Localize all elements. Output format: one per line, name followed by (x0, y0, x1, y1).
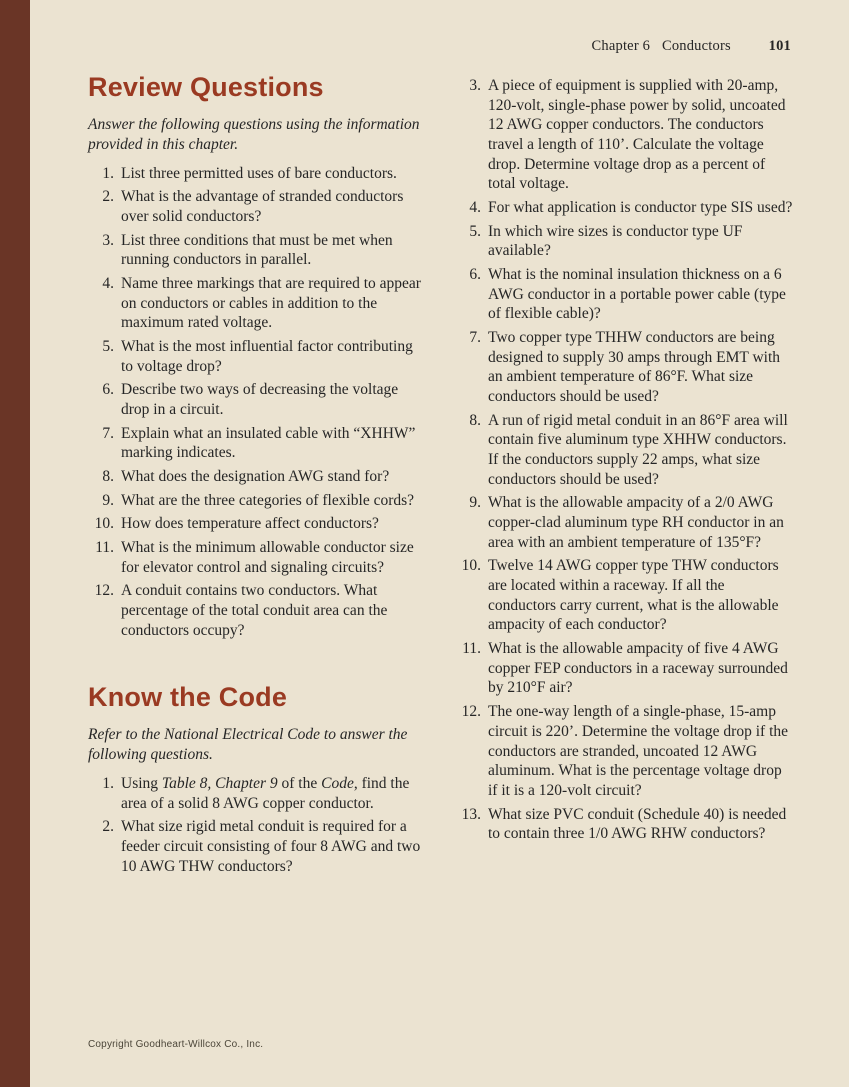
question-text: A piece of equipment is supplied with 20-amp, 120-volt, single-phase power by solid, uncoated 12 AWG copper conductors. The conductors travel a length of 110’. Calculate the voltage drop. Determine voltage drop as a percent of total voltage. (488, 77, 786, 193)
know-the-code-intro: Refer to the National Electrical Code to answer the following questions. (88, 726, 408, 764)
know-the-code-list-part2 (455, 76, 795, 844)
question-text: How does temperature affect conductors? (121, 515, 379, 533)
question-item (455, 639, 795, 698)
question-item (455, 198, 795, 218)
question-number: 12. (94, 582, 114, 600)
question-number: 9. (469, 494, 481, 512)
review-questions-title: Review Questions (88, 72, 324, 102)
question-number: 9. (102, 491, 114, 509)
question-item (455, 328, 795, 407)
question-item (88, 164, 426, 184)
question-item (88, 817, 426, 876)
question-text: What is the nominal insulation thickness on a 6 AWG conductor in a portable power cable (type of flexible cable)? (488, 266, 786, 323)
question-text: Name three markings that are required to appear on conductors or cables in addition to the maximum rated voltage. (121, 275, 421, 332)
question-number: 4. (102, 275, 114, 293)
question-item (88, 187, 426, 226)
question-item (455, 265, 795, 324)
question-number: 11. (95, 539, 114, 557)
know-the-code-list-part1 (88, 774, 426, 876)
question-text: What size PVC conduit (Schedule 40) is needed to contain three 1/0 AWG RHW conductors? (488, 805, 787, 843)
question-item (88, 467, 426, 487)
review-questions-list (88, 164, 426, 641)
question-number: 5. (469, 222, 481, 240)
review-questions-intro: Answer the following questions using the information provided in this chapter. (88, 116, 420, 153)
question-text: A conduit contains two conductors. What percentage of the total conduit area can the conductors occupy? (121, 582, 388, 639)
question-number: 8. (102, 468, 114, 486)
question-number: 1. (102, 164, 114, 182)
question-number: 2. (102, 818, 114, 836)
question-text: For what application is conductor type SIS used? (488, 199, 793, 217)
question-number: 10. (461, 557, 481, 575)
copyright-text: Copyright Goodheart-Willcox Co., Inc. (88, 1039, 264, 1050)
question-number: 7. (102, 424, 114, 442)
question-item (88, 274, 426, 333)
question-item (455, 702, 795, 800)
question-number: 7. (469, 329, 481, 347)
question-item (88, 424, 426, 463)
question-number: 3. (469, 77, 481, 94)
question-item (455, 556, 795, 635)
question-text: What size rigid metal conduit is required for a feeder circuit consisting of four 8 AWG and two 10 AWG THW conductors? (121, 818, 421, 875)
question-item (455, 222, 795, 261)
question-item (455, 805, 795, 844)
question-number: 12. (461, 703, 481, 721)
question-text: What is the allowable ampacity of a 2/0 AWG copper-clad aluminum type RH conductor in an area with an ambient temperature of 135°F? (488, 494, 784, 551)
page-footer (88, 1039, 263, 1050)
page-number: 101 (768, 38, 791, 54)
question-number: 5. (102, 338, 114, 356)
question-item (88, 514, 426, 534)
question-text: Two copper type THHW conductors are being designed to supply 30 amps through EMT with an ambient temperature of 86°F. What size conductors should be used? (488, 329, 781, 406)
left-column (88, 72, 426, 880)
page-spine-band (0, 0, 30, 1087)
question-text: What is the minimum allowable conductor size for elevator control and signaling circuits? (121, 539, 414, 576)
question-number: 2. (102, 188, 114, 206)
question-text: A run of rigid metal conduit in an 86°F area will contain five aluminum type XHHW conductors. If the conductors supply 22 amps, what size conductors should be used? (488, 411, 788, 488)
right-column (455, 76, 795, 848)
chapter-title: Conductors (661, 38, 731, 54)
question-item (88, 380, 426, 419)
question-text: List three conditions that must be met when running conductors in parallel. (121, 231, 393, 269)
question-text: In which wire sizes is conductor type UF available? (488, 222, 743, 260)
question-text: What are the three categories of flexible cords? (121, 491, 415, 509)
question-number: 8. (469, 411, 481, 429)
question-item (88, 491, 426, 511)
question-text: What does the designation AWG stand for? (121, 468, 390, 486)
page-header (592, 38, 791, 55)
question-number: 1. (102, 775, 114, 793)
question-text: What is the most influential factor contributing to voltage drop? (121, 338, 413, 375)
question-text: Twelve 14 AWG copper type THW conductors are located within a raceway. If all the conductors carry current, what is the allowable ampacity of each conductor? (488, 557, 779, 634)
question-item (455, 493, 795, 552)
question-item (88, 337, 426, 376)
question-text: The one-way length of a single-phase, 15-amp circuit is 220’. Determine the voltage drop if the conductors are stranded, uncoated 12 AWG aluminum. What is the percentage voltage drop if it is a 120-volt circuit? (488, 703, 789, 799)
question-text: What is the allowable ampacity of five 4 AWG copper FEP conductors in a raceway surrounded by 210°F air? (488, 640, 788, 697)
question-number: 13. (461, 805, 481, 823)
question-number: 6. (469, 266, 481, 284)
question-text: Describe two ways of decreasing the voltage drop in a circuit. (121, 381, 399, 419)
know-the-code-title: Know the Code (88, 682, 288, 713)
question-text: Explain what an insulated cable with “XHHW” marking indicates. (121, 424, 416, 462)
question-text: List three permitted uses of bare conductors. (121, 164, 397, 182)
question-item (88, 231, 426, 270)
question-item (88, 538, 426, 577)
question-item (88, 774, 426, 813)
chapter-label: Chapter 6 (591, 38, 651, 54)
question-text: Using Table 8, Chapter 9 of the Code, find the area of a solid 8 AWG copper conductor. (121, 775, 410, 812)
question-number: 4. (469, 199, 481, 217)
question-number: 3. (102, 231, 114, 249)
question-number: 11. (462, 640, 481, 658)
question-number: 6. (102, 381, 114, 399)
question-item (88, 581, 426, 640)
question-item (455, 411, 795, 490)
question-number: 10. (94, 515, 114, 533)
question-item (455, 76, 795, 194)
question-text: What is the advantage of stranded conductors over solid conductors? (121, 188, 404, 225)
